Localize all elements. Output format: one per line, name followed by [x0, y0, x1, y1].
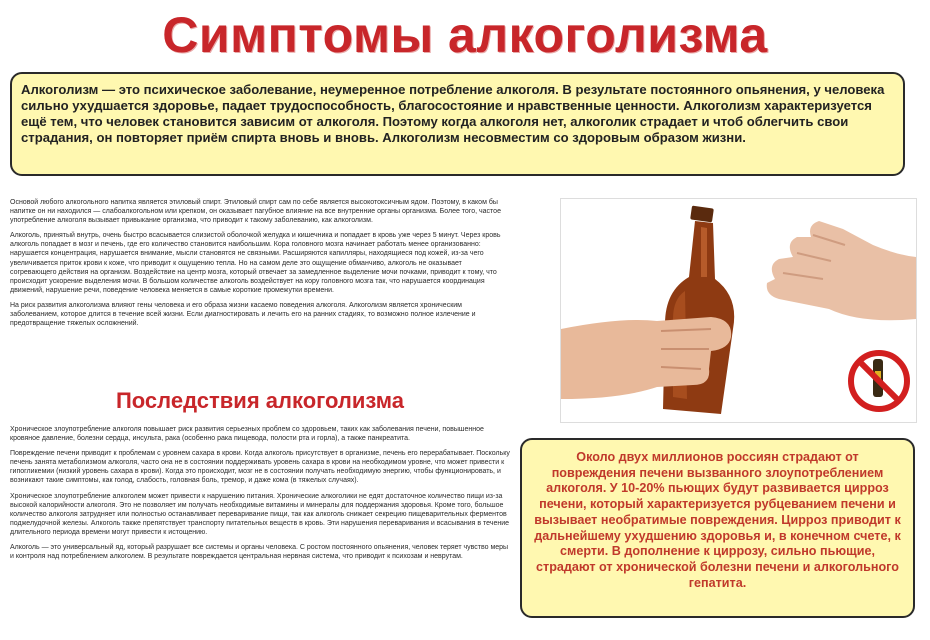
intro-panel: Алкоголизм — это психическое заболевание, неумеренное потребление алкоголя. В результате постоянного опьянения, у человека сильно ухудшается здоровье, падает трудоспособность, благосостояние и нравственные ценности. Алкоголизм характеризуется ещё тем, что человек становится зависим от алкоголя. Поэтому когда алкоголя нет, алкоголик страдает и чтоб облегчить свои страдания, он повторяет приём спирта вновь и вновь. Алкоголизм несовместим со здоровым образом жизни.	[10, 72, 905, 176]
bottle-refusal-illustration	[561, 199, 916, 422]
refusal-photo	[560, 198, 917, 423]
body-paragraph: На риск развития алкоголизма влияют гены человека и его образа жизни касаемо поведения алкоголя. Алкоголизм является хроническим заболеванием, которое длится в течение всей жизни. Если диагностировать и лечить его на ранних стадиях, то возможно полное излечение и предотвращение тяжелых осложнений.	[10, 301, 476, 328]
consequences-text	[10, 425, 510, 567]
body-paragraph: Основой любого алкогольного напитка является этиловый спирт. Этиловый спирт сам по себе является высокотоксичным ядом. Поэтому, в каком бы напитке он ни находился — слабоалкогольном или крепком, он оказывает пагубное влияние на все внутренние органы организма. Более того, частое употребление алкоголя вызывает привыкание организма, что приводит к такому заболеванию, как алкоголизм.	[10, 199, 501, 225]
consequence-paragraph: Алкоголь — это универсальный яд, который разрушает все системы и органы человека. С ростом постоянного опьянения, человек теряет чувство меры и контроля над потреблением алкоголем. В результате повреждается центральная нервная система, что приводит к психозам и неврутам.	[10, 544, 509, 561]
consequence-paragraph: Хроническое злоупотребление алкоголя повышает риск развития серьезных проблем со здоровьем, таких как заболевания печени, повышенное кровяное давление, болезни сердца, инсульта, рака (особенно рака пищевода, полости рта и горла), а также панкреатита.	[10, 426, 484, 443]
poster-title: Симптомы алкоголизма	[162, 7, 768, 63]
body-text	[10, 198, 510, 334]
liver-damage-notice: Около двух миллионов россиян страдают от повреждения печени вызванного злоупотреблением алкоголя. У 10-20% пьющих будут развивается цирроз печени, который характеризуется рубцеванием печени и вызывает необратимые повреждения. Цирроз приводит к дальнейшему ухудшению здоровья и, в конечном счете, к смерти. В дополнение к циррозу, сильно пьющие, страдают от хронической болезни печени и алкогольного гепатита.	[520, 438, 915, 618]
consequence-paragraph: Повреждение печени приводит к проблемам с уровнем сахара в крови. Когда алкоголь присутствует в организме, печень его перерабатывает. Поскольку печень занята метаболизмом алкоголя, часто она не в состоянии поддерживать уровень сахара в крови на необходимом уровне, что может привести к гипогликемии (низкий уровень сахара в крови). Когда это происходит, мозг не в состоянии получать необходимую энергию, чтобы функционировать, и возникают такие симптомы, как голод, слабость, головная боль, тремор, и даже кома (в тяжелых случаях).	[10, 450, 510, 485]
body-paragraph: Алкоголь, принятый внутрь, очень быстро всасывается слизистой оболочкой желудка и кишечника и попадает в кровь уже через 5 минут. Через кровь алкоголь попадает в мозг и печень, где его количество становится наибольшим. Кора головного мозга начинает работать менее организованно: нарушается концентрация, нарушается внимание, мысли становятся не связными. Расширяются капилляры, находящиеся под кожей, из-за чего увеличивается приток крови к коже, что приводит к ощущению тепла. Но на самом деле это ощущение обманчиво, алкоголь не оказывает согревающего действия на организм. Воздействие на центр мозга, который отвечает за замедленное выделение мочи почками, приводит к тому, что происходит ускорение выделения мочи. В большом количестве алкоголь воздействует на кору головного мозга так, что нарушается координация движений, нарушение речи, поведение человека меняется в самые короткие промежутки времени.	[10, 232, 501, 294]
consequences-heading: Последствия алкоголизма	[115, 388, 405, 413]
consequence-paragraph: Хроническое злоупотребление алкоголем может привести к нарушению питания. Хронические алкоголики не едят достаточное количество пищи из-за высокой калорийности алкоголя. Это не позволяет им получать необходимые витамины и минералы для поддержания здоровья. Кроме того, большое количество алкоголя затрудняет или полностью останавливает переваривание пищи, так как алкоголь снижает секрецию пищеварительных ферментов поджелудочной железы. Алкоголь также препятствует транспорту питательных веществ в кровь. Эти нарушения переваривания и всасывания в течение длительного периода времени могут привести к истощению.	[10, 492, 510, 536]
no-alcohol-sign-icon	[851, 353, 907, 409]
